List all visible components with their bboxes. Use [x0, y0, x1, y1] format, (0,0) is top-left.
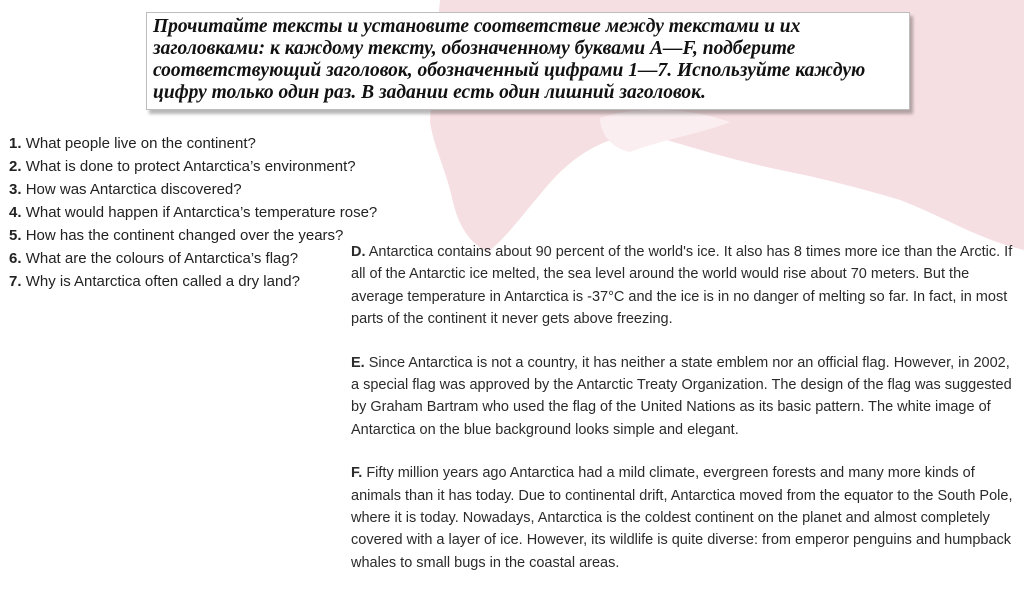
- heading-number: 7.: [9, 273, 22, 290]
- heading-number: 3.: [9, 181, 22, 198]
- heading-text: How was Antarctica discovered?: [25, 181, 242, 198]
- heading-text: What people live on the continent?: [25, 135, 256, 152]
- heading-number: 6.: [9, 250, 22, 267]
- paragraph-body: Antarctica contains about 90 percent of the world's ice. It also has 8 times more ice than the Arctic. If all of the Antarctic ice melted, the sea level around the world would rise about 70 meters. But the average temperature in Antarctica is -37°C and the ice is in no danger of melting so far. In fact, in most parts of the continent it never gets above freezing.: [351, 244, 1013, 328]
- heading-item-3: [9, 178, 377, 201]
- headings-list: [9, 132, 377, 293]
- heading-text: How has the continent changed over the years?: [25, 227, 344, 244]
- paragraph-body: Fifty million years ago Antarctica had a mild climate, evergreen forests and many more kinds of animals than it has today. Due to continental drift, Antarctica moved from the equator to the South Pole, where it is today. Nowadays, Antarctica is the coldest continent on the planet and almost completely covered with a layer of ice. However, its wildlife is quite diverse: from emperor penguins and humpback whales to small bugs in the coastal areas.: [351, 465, 1013, 571]
- heading-item-6: [9, 247, 377, 270]
- heading-text: Why is Antarctica often called a dry land?: [25, 273, 300, 290]
- heading-text: What would happen if Antarctica’s temperature rose?: [25, 204, 378, 221]
- text-paragraph-2: [351, 352, 1019, 442]
- paragraph-letter: D.: [351, 244, 366, 260]
- texts-container: [351, 241, 1019, 595]
- paragraph-letter: E.: [351, 354, 365, 371]
- paragraph-body: Since Antarctica is not a country, it has neither a state emblem nor an official flag. However, in 2002, a special flag was approved by the Antarctic Treaty Organization. The design of the flag was suggested by Graham Bartram who used the flag of the United Nations as its basic pattern. The white image of Antarctica on the blue background looks simple and elegant.: [351, 354, 1012, 438]
- task-instructions-box: [146, 12, 910, 110]
- text-paragraph-3: [351, 462, 1019, 574]
- heading-number: 2.: [9, 158, 22, 175]
- heading-text: What are the colours of Antarctica’s flag?: [25, 250, 299, 267]
- text-paragraph-1: [351, 241, 1019, 331]
- heading-item-5: [9, 224, 377, 247]
- heading-number: 4.: [9, 204, 22, 221]
- heading-number: 5.: [9, 227, 22, 244]
- heading-item-1: [9, 132, 377, 155]
- heading-item-4: [9, 201, 377, 224]
- heading-number: 1.: [9, 135, 22, 152]
- task-instructions-text: Прочитайте тексты и установите соответствие между текстами и их заголовками: к каждому тексту, обозначенному буквами A—F, подберите соответствующий заголовок, обозначенный цифрами 1—7. Используйте каждую цифру только один раз. В задании есть один лишний заголовок.: [153, 16, 866, 103]
- heading-item-7: [9, 270, 377, 293]
- heading-item-2: [9, 155, 377, 178]
- heading-text: What is done to protect Antarctica’s environment?: [25, 158, 356, 175]
- paragraph-letter: F.: [351, 465, 363, 482]
